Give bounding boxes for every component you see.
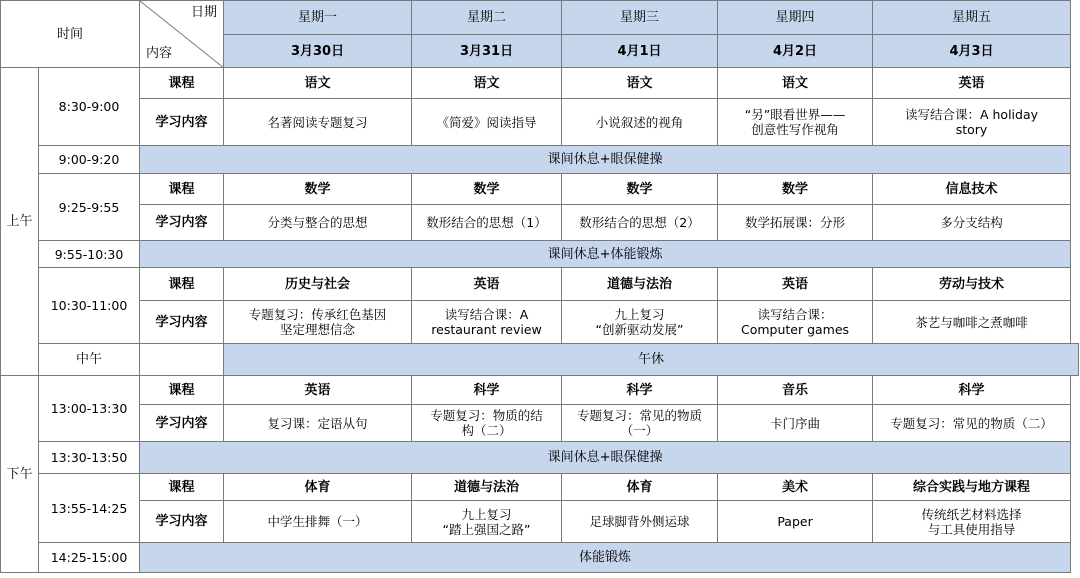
content-cell: 名著阅读专题复习 xyxy=(224,99,412,146)
content-cell: Paper xyxy=(718,501,873,543)
content-cell: 复习课：定语从句 xyxy=(224,405,412,442)
table-row xyxy=(1,301,1079,344)
course-row-label: 课程 xyxy=(140,174,224,205)
content-cell: 中学生排舞（一） xyxy=(224,501,412,543)
content-row-label: 学习内容 xyxy=(140,405,224,442)
weekday-header: 星期三 xyxy=(562,1,718,35)
course-cell: 劳动与技术 xyxy=(873,268,1071,301)
table-row xyxy=(1,241,1079,268)
time-header: 时间 xyxy=(1,1,140,68)
course-cell: 数学 xyxy=(718,174,873,205)
course-cell: 英语 xyxy=(718,268,873,301)
date-header: 3月30日 xyxy=(224,35,412,68)
break-band: 课间休息+眼保健操 xyxy=(140,442,1071,474)
content-cell: 足球脚背外侧运球 xyxy=(562,501,718,543)
course-cell: 科学 xyxy=(873,376,1071,405)
course-cell: 语文 xyxy=(718,68,873,99)
content-cell: 传统纸艺材料选择 与工具使用指导 xyxy=(873,501,1071,543)
table-row xyxy=(1,376,1079,405)
course-cell: 数学 xyxy=(412,174,562,205)
weekday-header: 星期二 xyxy=(412,1,562,35)
table-row xyxy=(1,268,1079,301)
header-row-weekdays xyxy=(1,1,1079,35)
course-cell: 体育 xyxy=(562,474,718,501)
time-slot: 8:30-9:00 xyxy=(39,68,140,146)
table-row xyxy=(1,474,1079,501)
course-cell: 体育 xyxy=(224,474,412,501)
period-am-label: 上午 xyxy=(1,68,39,376)
corner-content-label: 内容 xyxy=(146,46,173,61)
content-cell: 小说叙述的视角 xyxy=(562,99,718,146)
table-row xyxy=(1,344,1079,376)
weekday-header: 星期五 xyxy=(873,1,1071,35)
table-row xyxy=(1,99,1079,146)
time-slot-empty xyxy=(140,344,224,376)
course-cell: 语文 xyxy=(562,68,718,99)
noon-band: 午休 xyxy=(224,344,1079,376)
break-band: 体能锻炼 xyxy=(140,543,1071,573)
date-header: 3月31日 xyxy=(412,35,562,68)
content-row-label: 学习内容 xyxy=(140,501,224,543)
course-cell: 历史与社会 xyxy=(224,268,412,301)
break-band: 课间休息+眼保健操 xyxy=(140,146,1071,174)
content-cell: 九上复习 “创新驱动发展” xyxy=(562,301,718,344)
course-cell: 英语 xyxy=(873,68,1071,99)
content-cell: 数学拓展课：分形 xyxy=(718,205,873,241)
content-cell: 专题复习：常见的物质（二） xyxy=(873,405,1071,442)
time-slot: 13:55-14:25 xyxy=(39,474,140,543)
course-cell: 美术 xyxy=(718,474,873,501)
content-cell: 九上复习 “踏上强国之路” xyxy=(412,501,562,543)
course-cell: 英语 xyxy=(412,268,562,301)
content-cell: 数形结合的思想（2） xyxy=(562,205,718,241)
content-row-label: 学习内容 xyxy=(140,301,224,344)
course-row-label: 课程 xyxy=(140,474,224,501)
course-cell: 科学 xyxy=(562,376,718,405)
course-cell: 音乐 xyxy=(718,376,873,405)
content-cell: 分类与整合的思想 xyxy=(224,205,412,241)
date-header: 4月3日 xyxy=(873,35,1071,68)
content-cell: “另”眼看世界—— 创意性写作视角 xyxy=(718,99,873,146)
time-slot: 13:00-13:30 xyxy=(39,376,140,442)
break-band: 课间休息+体能锻炼 xyxy=(140,241,1071,268)
content-cell: 多分支结构 xyxy=(873,205,1071,241)
content-cell: 数形结合的思想（1） xyxy=(412,205,562,241)
table-row xyxy=(1,501,1079,543)
course-cell: 科学 xyxy=(412,376,562,405)
period-pm-label: 下午 xyxy=(1,376,39,573)
course-cell: 语文 xyxy=(224,68,412,99)
content-cell: 茶艺与咖啡之煮咖啡 xyxy=(873,301,1071,344)
table-row xyxy=(1,442,1079,474)
content-cell: 卡门序曲 xyxy=(718,405,873,442)
time-slot: 9:00-9:20 xyxy=(39,146,140,174)
course-cell: 综合实践与地方课程 xyxy=(873,474,1071,501)
table-row xyxy=(1,405,1079,442)
time-slot: 9:25-9:55 xyxy=(39,174,140,241)
course-cell: 语文 xyxy=(412,68,562,99)
period-noon-label: 中午 xyxy=(39,344,140,376)
weekday-header: 星期一 xyxy=(224,1,412,35)
content-cell: 读写结合课：A holiday story xyxy=(873,99,1071,146)
table-row xyxy=(1,543,1079,573)
course-cell: 数学 xyxy=(562,174,718,205)
table-row xyxy=(1,174,1079,205)
table-row xyxy=(1,146,1079,174)
content-cell: 专题复习：物质的结 构（二） xyxy=(412,405,562,442)
content-cell: 专题复习：常见的物质 （一） xyxy=(562,405,718,442)
time-slot: 9:55-10:30 xyxy=(39,241,140,268)
date-header: 4月2日 xyxy=(718,35,873,68)
content-cell: 专题复习：传承红色基因 坚定理想信念 xyxy=(224,301,412,344)
course-row-label: 课程 xyxy=(140,68,224,99)
weekday-header: 星期四 xyxy=(718,1,873,35)
time-slot: 14:25-15:00 xyxy=(39,543,140,573)
course-row-label: 课程 xyxy=(140,268,224,301)
content-row-label: 学习内容 xyxy=(140,99,224,146)
corner-date-label: 日期 xyxy=(191,5,218,20)
table-row xyxy=(1,205,1079,241)
date-header: 4月1日 xyxy=(562,35,718,68)
table-row xyxy=(1,68,1079,99)
course-cell: 数学 xyxy=(224,174,412,205)
course-cell: 道德与法治 xyxy=(412,474,562,501)
corner-header xyxy=(140,1,224,68)
content-cell: 读写结合课： Computer games xyxy=(718,301,873,344)
content-cell: 《简爱》阅读指导 xyxy=(412,99,562,146)
content-cell: 读写结合课：A restaurant review xyxy=(412,301,562,344)
time-slot: 13:30-13:50 xyxy=(39,442,140,474)
course-cell: 道德与法治 xyxy=(562,268,718,301)
content-row-label: 学习内容 xyxy=(140,205,224,241)
course-row-label: 课程 xyxy=(140,376,224,405)
course-cell: 信息技术 xyxy=(873,174,1071,205)
course-cell: 英语 xyxy=(224,376,412,405)
time-slot: 10:30-11:00 xyxy=(39,268,140,344)
